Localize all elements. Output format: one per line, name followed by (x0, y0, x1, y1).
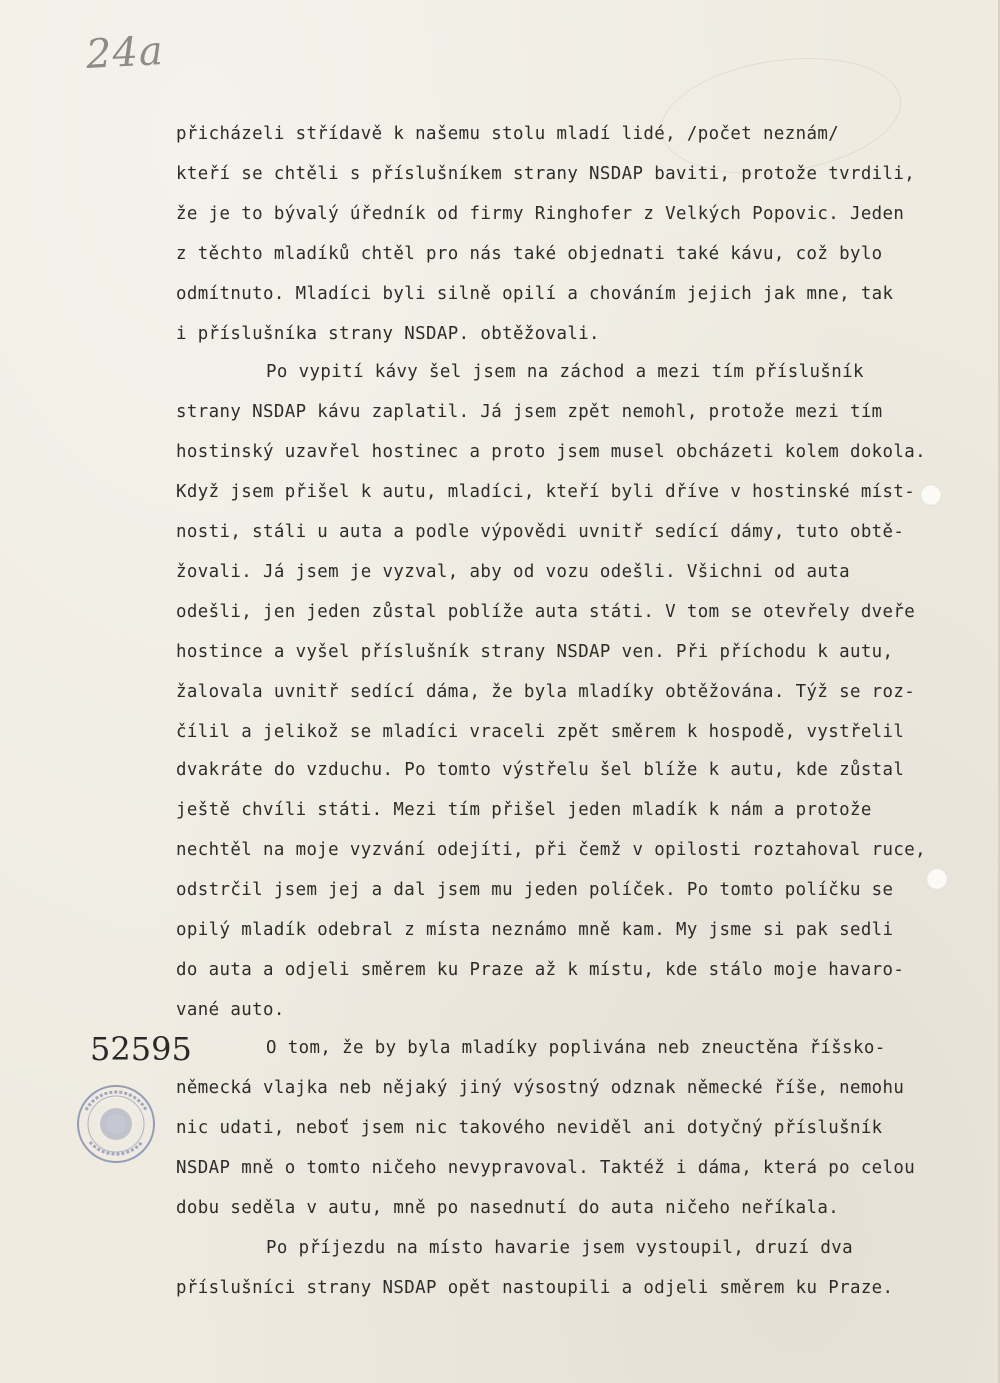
text-line: O tom, že by byla mladíky poplivána neb zneuctěna říšsko- (266, 1038, 886, 1058)
punch-hole (926, 868, 948, 890)
text-line: kteří se chtěli s příslušníkem strany NSDAP baviti, protože tvrdili, (176, 164, 916, 184)
text-line: dvakráte do vzduchu. Po tomto výstřelu šel blíže k autu, kde zůstal (176, 760, 905, 780)
text-line: německá vlajka neb nějaký jiný výsostný odznak německé říše, nemohu (176, 1078, 905, 1098)
text-line: že je to bývalý úředník od firmy Ringhofer z Velkých Popovic. Jeden (176, 204, 905, 224)
text-line: nechtěl na moje vyzvání odejíti, při čemž v opilosti roztahoval ruce, (176, 840, 927, 860)
text-line: Když jsem přišel k autu, mladíci, kteří byli dříve v hostinské míst- (176, 482, 916, 502)
text-line: nosti, stáli u auta a podle výpovědi uvnitř sedící dámy, tuto obtě- (176, 522, 905, 542)
text-line: ještě chvíli státi. Mezi tím přišel jeden mladík k nám a protože (176, 800, 872, 820)
text-line: vané auto. (176, 1000, 285, 1020)
text-line: odstrčil jsem jej a dal jsem mu jeden políček. Po tomto políčku se (176, 880, 894, 900)
text-line: z těchto mladíků chtěl pro nás také objednati také kávu, což bylo (176, 244, 883, 264)
text-line: dobu seděla v autu, mně po nasednutí do auta ničeho neříkala. (176, 1198, 840, 1218)
text-line: Po příjezdu na místo havarie jsem vystoupil, druzí dva (266, 1238, 853, 1258)
text-line: do auta a odjeli směrem ku Praze až k místu, kde stálo moje havaro- (176, 960, 905, 980)
text-line: NSDAP mně o tomto ničeho nevypravoval. Taktéž i dáma, která po celou (176, 1158, 916, 1178)
text-line: hostinský uzavřel hostinec a proto jsem musel obcházeti kolem dokola. (176, 442, 927, 462)
text-line: opilý mladík odebral z místa neznámo mně kam. My jsme si pak sedli (176, 920, 894, 940)
text-line: hostince a vyšel příslušník strany NSDAP ven. Při příchodu k autu, (176, 642, 894, 662)
text-line: žalovala uvnitř sedící dáma, že byla mladíky obtěžována. Týž se roz- (176, 682, 916, 702)
text-line: čílil a jelikož se mladíci vraceli zpět směrem k hospodě, vystřelil (176, 722, 905, 742)
text-line: žovali. Já jsem je vyzval, aby od vozu odešli. Všichni od auta (176, 562, 850, 582)
text-line: odešli, jen jeden zůstal poblíže auta státi. V tom se otevřely dveře (176, 602, 916, 622)
archive-stamp-icon (74, 1082, 158, 1166)
punch-hole (920, 484, 942, 506)
text-line: přicházeli střídavě k našemu stolu mladí lidé, /počet neznám/ (176, 124, 840, 144)
text-line: odmítnuto. Mladíci byli silně opilí a chováním jejich jak mne, tak (176, 284, 894, 304)
archive-number: 52595 (90, 1030, 192, 1068)
text-line: nic udati, neboť jsem nic takového neviděl ani dotyčný příslušník (176, 1118, 883, 1138)
handwritten-page-number: 24a (84, 27, 165, 79)
text-line: i příslušníka strany NSDAP. obtěžovali. (176, 324, 600, 344)
text-line: strany NSDAP kávu zaplatil. Já jsem zpět nemohl, protože mezi tím (176, 402, 883, 422)
text-line: příslušníci strany NSDAP opět nastoupili a odjeli směrem ku Praze. (176, 1278, 894, 1298)
text-line: Po vypití kávy šel jsem na záchod a mezi tím příslušník (266, 362, 864, 382)
